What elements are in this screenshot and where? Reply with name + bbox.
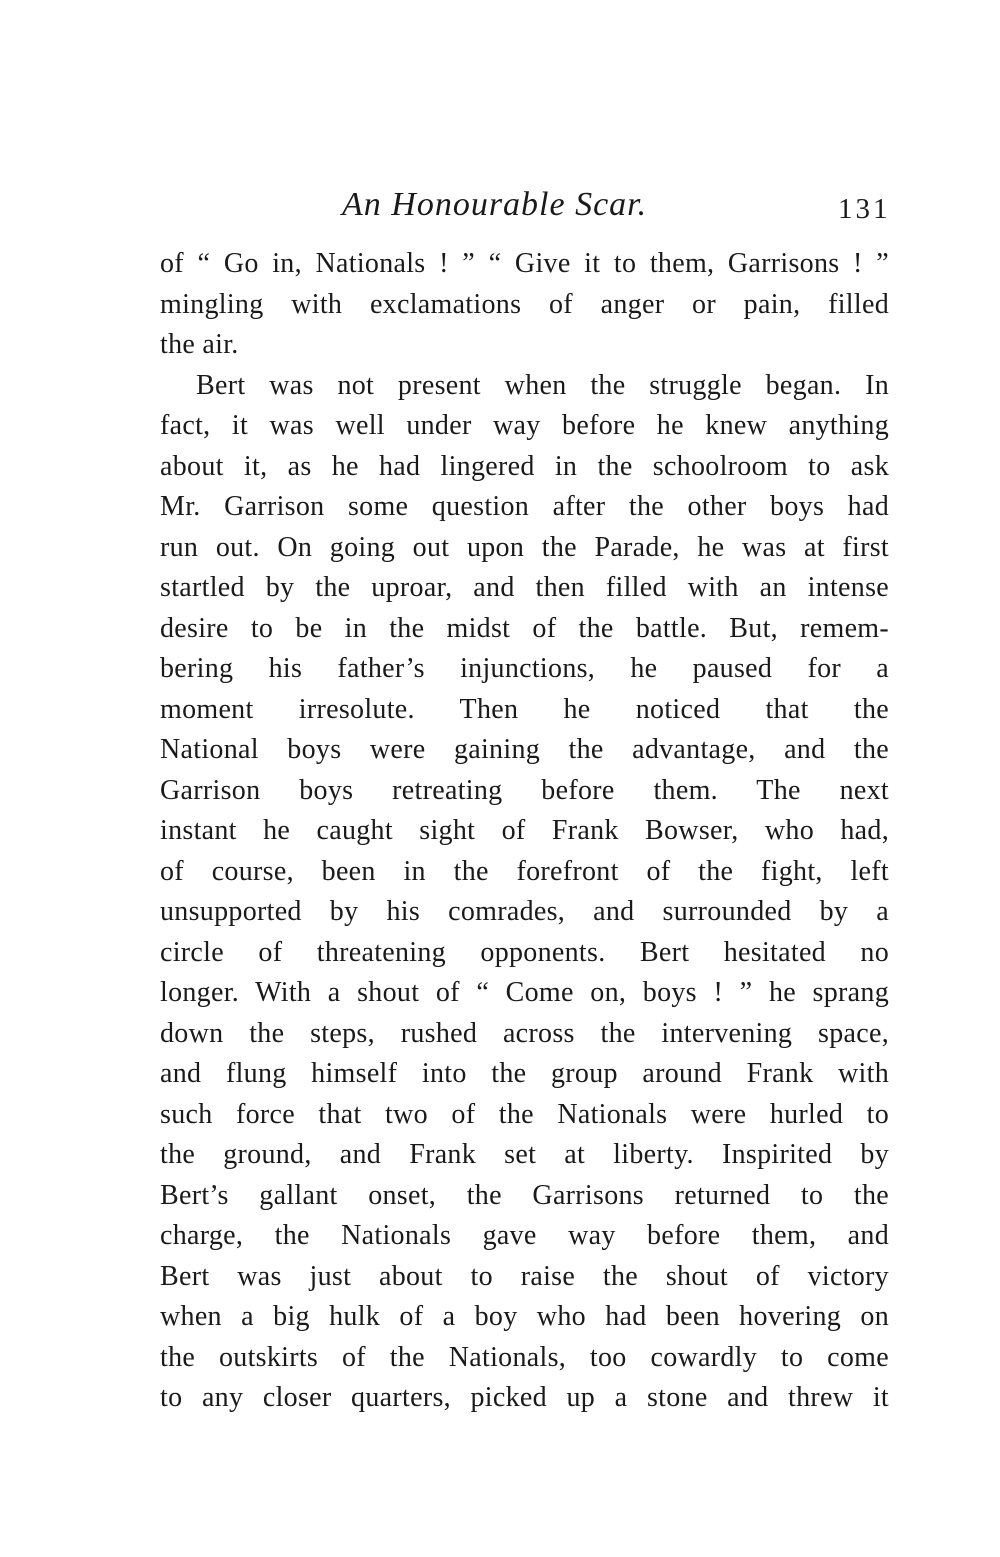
text-line: the outskirts of the Nationals, too cowardly to come <box>160 1341 889 1373</box>
text-line: startled by the uproar, and then filled with an intense <box>160 572 889 603</box>
text-line: Garrison boys retreating before them. The next <box>160 774 889 806</box>
text-line: of “ Go in, Nationals ! ” “ Give it to them, Garrisons ! ” <box>160 248 889 279</box>
running-title: An Honourable Scar. <box>342 186 648 223</box>
text-line: and flung himself into the group around Frank with <box>160 1058 889 1089</box>
text-line: longer. With a shout of “ Come on, boys ! ” he sprang <box>160 977 889 1008</box>
page-number: 131 <box>838 193 891 225</box>
text-line: charge, the Nationals gave way before them, and <box>160 1220 889 1251</box>
text-line: moment irresolute. Then he noticed that the <box>160 693 889 725</box>
text-line: Bert’s gallant onset, the Garrisons returned to the <box>160 1179 889 1211</box>
text-line: circle of threatening opponents. Bert hesitated no <box>160 936 889 968</box>
body-text <box>160 244 889 1419</box>
text-line: bering his father’s injunctions, he paused for a <box>160 653 889 684</box>
running-head <box>0 183 1000 231</box>
text-line: desire to be in the midst of the battle. But, remem- <box>160 612 889 644</box>
text-line: fact, it was well under way before he knew anything <box>160 410 889 441</box>
text-line: to any closer quarters, picked up a stone and threw it <box>160 1382 889 1413</box>
text-line: unsupported by his comrades, and surrounded by a <box>160 896 889 927</box>
text-line: Bert was just about to raise the shout of victory <box>160 1260 889 1292</box>
text-line: about it, as he had lingered in the schoolroom to ask <box>160 450 889 482</box>
text-line: down the steps, rushed across the intervening space, <box>160 1017 889 1049</box>
text-line: mingling with exclamations of anger or pain, filled <box>160 288 889 320</box>
text-line: instant he caught sight of Frank Bowser, who had, <box>160 815 889 846</box>
text-line: such force that two of the Nationals were hurled to <box>160 1098 889 1130</box>
text-line: of course, been in the forefront of the fight, left <box>160 855 889 887</box>
text-line: Bert was not present when the struggle began. In <box>196 369 889 401</box>
text-line: when a big hulk of a boy who had been hovering on <box>160 1301 889 1332</box>
text-line: Mr. Garrison some question after the other boys had <box>160 491 889 522</box>
text-line: the ground, and Frank set at liberty. Inspirited by <box>160 1139 889 1170</box>
text-line: the air. <box>160 329 239 360</box>
text-line: National boys were gaining the advantage, and the <box>160 734 889 765</box>
text-line: run out. On going out upon the Parade, he was at first <box>160 531 889 563</box>
